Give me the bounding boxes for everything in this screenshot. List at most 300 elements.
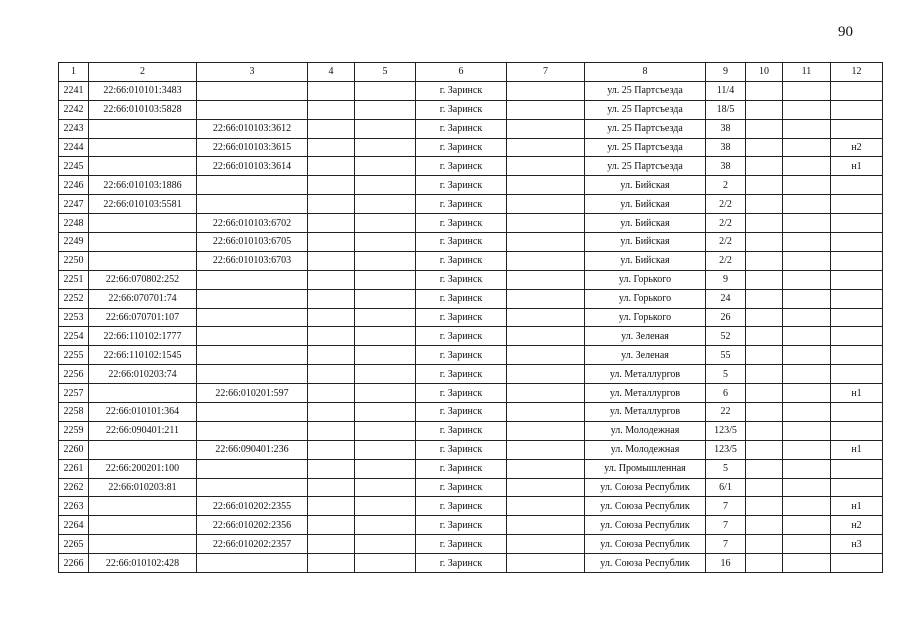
table-cell-col5 <box>355 138 416 157</box>
table-cell-col7 <box>507 478 585 497</box>
table-cell-col5 <box>355 157 416 176</box>
table-cell-col10 <box>746 308 783 327</box>
table-cell-col8: ул. Зеленая <box>585 346 706 365</box>
table-cell-col12 <box>831 100 883 119</box>
table-cell-col10 <box>746 554 783 573</box>
table-cell-col11 <box>783 119 831 138</box>
table-cell-col10 <box>746 403 783 422</box>
table-cell-col5 <box>355 459 416 478</box>
table-row <box>59 554 883 573</box>
table-cell-col3: 22:66:010202:2355 <box>197 497 308 516</box>
table-cell-col12: н1 <box>831 384 883 403</box>
table-cell-col11 <box>783 214 831 233</box>
table-cell-col12 <box>831 270 883 289</box>
table-cell-col4 <box>308 365 355 384</box>
table-cell-col11 <box>783 516 831 535</box>
table-cell-col3 <box>197 176 308 195</box>
table-cell-col5 <box>355 365 416 384</box>
table-cell-col9: 9 <box>706 270 746 289</box>
table-cell-col3 <box>197 195 308 214</box>
table-cell-col9: 6 <box>706 384 746 403</box>
table-cell-col6: г. Заринск <box>416 214 507 233</box>
table-cell-col11 <box>783 289 831 308</box>
table-cell-col10 <box>746 119 783 138</box>
table-cell-col9: 38 <box>706 138 746 157</box>
table-row <box>59 233 883 252</box>
table-cell-col11 <box>783 554 831 573</box>
table-cell-col11 <box>783 459 831 478</box>
table-cell-col3 <box>197 554 308 573</box>
table-cell-col11 <box>783 327 831 346</box>
table-cell-col10 <box>746 384 783 403</box>
table-cell-col5 <box>355 214 416 233</box>
table-cell-col12 <box>831 365 883 384</box>
table-cell-col3 <box>197 270 308 289</box>
table-cell-col6: г. Заринск <box>416 289 507 308</box>
table-cell-col2 <box>89 233 197 252</box>
table-cell-col5 <box>355 327 416 346</box>
column-header-3: 3 <box>197 63 308 82</box>
table-cell-col5 <box>355 497 416 516</box>
table-cell-col8: ул. 25 Партсъезда <box>585 81 706 100</box>
table-cell-col6: г. Заринск <box>416 516 507 535</box>
table-cell-col3: 22:66:010103:6702 <box>197 214 308 233</box>
table-cell-col4 <box>308 478 355 497</box>
table-row <box>59 119 883 138</box>
table-row <box>59 478 883 497</box>
table-cell-col7 <box>507 459 585 478</box>
table-row <box>59 440 883 459</box>
table-cell-col6: г. Заринск <box>416 157 507 176</box>
table-cell-col9: 123/5 <box>706 440 746 459</box>
table-cell-col11 <box>783 497 831 516</box>
table-cell-col1: 2254 <box>59 327 89 346</box>
table-cell-col8: ул. Союза Республик <box>585 535 706 554</box>
table-cell-col9: 2/2 <box>706 233 746 252</box>
table-row <box>59 308 883 327</box>
table-cell-col3 <box>197 100 308 119</box>
table-cell-col4 <box>308 384 355 403</box>
table-cell-col9: 16 <box>706 554 746 573</box>
table-cell-col2 <box>89 497 197 516</box>
table-cell-col7 <box>507 346 585 365</box>
table-cell-col2: 22:66:110102:1777 <box>89 327 197 346</box>
table-cell-col8: ул. Бийская <box>585 233 706 252</box>
column-header-10: 10 <box>746 63 783 82</box>
table-cell-col2: 22:66:010103:1886 <box>89 176 197 195</box>
table-cell-col7 <box>507 384 585 403</box>
table-cell-col4 <box>308 440 355 459</box>
table-cell-col8: ул. Бийская <box>585 214 706 233</box>
table-cell-col1: 2252 <box>59 289 89 308</box>
table-cell-col7 <box>507 251 585 270</box>
table-cell-col1: 2257 <box>59 384 89 403</box>
table-row <box>59 459 883 478</box>
table-row <box>59 251 883 270</box>
table-cell-col12 <box>831 251 883 270</box>
table-cell-col7 <box>507 100 585 119</box>
table-cell-col1: 2242 <box>59 100 89 119</box>
table-cell-col2: 22:66:070701:74 <box>89 289 197 308</box>
table-cell-col3 <box>197 459 308 478</box>
table-cell-col4 <box>308 516 355 535</box>
table-cell-col12: н3 <box>831 535 883 554</box>
table-cell-col12: н1 <box>831 157 883 176</box>
table-cell-col12 <box>831 214 883 233</box>
table-cell-col1: 2264 <box>59 516 89 535</box>
page-number: 90 <box>838 24 853 40</box>
table-cell-col6: г. Заринск <box>416 403 507 422</box>
table-cell-col11 <box>783 138 831 157</box>
table-cell-col9: 22 <box>706 403 746 422</box>
table-cell-col6: г. Заринск <box>416 459 507 478</box>
table-row <box>59 535 883 554</box>
table-cell-col12: н2 <box>831 516 883 535</box>
table-cell-col2: 22:66:010203:81 <box>89 478 197 497</box>
table-cell-col8: ул. Союза Республик <box>585 497 706 516</box>
table-cell-col7 <box>507 176 585 195</box>
table-row <box>59 195 883 214</box>
table-cell-col7 <box>507 119 585 138</box>
column-header-4: 4 <box>308 63 355 82</box>
table-cell-col8: ул. Горького <box>585 289 706 308</box>
table-cell-col9: 55 <box>706 346 746 365</box>
table-cell-col4 <box>308 270 355 289</box>
table-cell-col1: 2260 <box>59 440 89 459</box>
table-cell-col9: 5 <box>706 459 746 478</box>
table-cell-col10 <box>746 81 783 100</box>
column-header-7: 7 <box>507 63 585 82</box>
table-cell-col1: 2266 <box>59 554 89 573</box>
table-cell-col2 <box>89 138 197 157</box>
table-cell-col7 <box>507 138 585 157</box>
table-cell-col12 <box>831 403 883 422</box>
table-cell-col3 <box>197 327 308 346</box>
table-cell-col8: ул. Горького <box>585 308 706 327</box>
table-cell-col2 <box>89 214 197 233</box>
table-cell-col3 <box>197 421 308 440</box>
table-cell-col11 <box>783 100 831 119</box>
table-cell-col12 <box>831 554 883 573</box>
table-cell-col6: г. Заринск <box>416 251 507 270</box>
table-cell-col7 <box>507 214 585 233</box>
table-cell-col10 <box>746 214 783 233</box>
table-cell-col9: 11/4 <box>706 81 746 100</box>
table-cell-col3 <box>197 365 308 384</box>
table-cell-col10 <box>746 157 783 176</box>
table-cell-col9: 7 <box>706 516 746 535</box>
table-cell-col3 <box>197 289 308 308</box>
table-cell-col5 <box>355 346 416 365</box>
table-cell-col7 <box>507 365 585 384</box>
table-cell-col2: 22:66:010203:74 <box>89 365 197 384</box>
column-header-11: 11 <box>783 63 831 82</box>
table-cell-col1: 2258 <box>59 403 89 422</box>
table-cell-col5 <box>355 308 416 327</box>
table-cell-col7 <box>507 270 585 289</box>
table-cell-col7 <box>507 327 585 346</box>
table-cell-col11 <box>783 195 831 214</box>
table-cell-col5 <box>355 516 416 535</box>
table-cell-col8: ул. 25 Партсъезда <box>585 157 706 176</box>
table-row <box>59 327 883 346</box>
table-row <box>59 516 883 535</box>
table-cell-col7 <box>507 554 585 573</box>
table-cell-col7 <box>507 535 585 554</box>
table-cell-col7 <box>507 403 585 422</box>
table-cell-col12 <box>831 176 883 195</box>
table-cell-col10 <box>746 497 783 516</box>
table-cell-col10 <box>746 478 783 497</box>
table-cell-col11 <box>783 478 831 497</box>
table-cell-col6: г. Заринск <box>416 535 507 554</box>
table-cell-col5 <box>355 233 416 252</box>
table-cell-col12 <box>831 119 883 138</box>
table-cell-col5 <box>355 100 416 119</box>
table-cell-col11 <box>783 251 831 270</box>
table-cell-col5 <box>355 270 416 289</box>
table-cell-col7 <box>507 440 585 459</box>
table-cell-col8: ул. Союза Республик <box>585 554 706 573</box>
table-cell-col6: г. Заринск <box>416 478 507 497</box>
table-cell-col5 <box>355 535 416 554</box>
table-cell-col1: 2243 <box>59 119 89 138</box>
table-cell-col9: 38 <box>706 119 746 138</box>
table-cell-col12 <box>831 346 883 365</box>
table-cell-col3 <box>197 346 308 365</box>
table-cell-col2: 22:66:010103:5828 <box>89 100 197 119</box>
table-cell-col1: 2256 <box>59 365 89 384</box>
table-cell-col10 <box>746 289 783 308</box>
table-cell-col7 <box>507 233 585 252</box>
table-cell-col11 <box>783 157 831 176</box>
table-cell-col4 <box>308 327 355 346</box>
table-cell-col10 <box>746 100 783 119</box>
table-cell-col5 <box>355 421 416 440</box>
table-cell-col9: 24 <box>706 289 746 308</box>
table-cell-col12 <box>831 327 883 346</box>
table-cell-col6: г. Заринск <box>416 497 507 516</box>
table-cell-col7 <box>507 289 585 308</box>
table-cell-col1: 2255 <box>59 346 89 365</box>
table-cell-col8: ул. Молодежная <box>585 440 706 459</box>
table-cell-col3: 22:66:010103:3615 <box>197 138 308 157</box>
table-row <box>59 100 883 119</box>
table-cell-col4 <box>308 251 355 270</box>
table-cell-col5 <box>355 384 416 403</box>
table-row <box>59 176 883 195</box>
table-cell-col1: 2249 <box>59 233 89 252</box>
table-cell-col5 <box>355 195 416 214</box>
table-cell-col9: 18/5 <box>706 100 746 119</box>
table-cell-col8: ул. Зеленая <box>585 327 706 346</box>
table-cell-col4 <box>308 535 355 554</box>
table-cell-col5 <box>355 440 416 459</box>
table-cell-col9: 7 <box>706 535 746 554</box>
table-cell-col3 <box>197 308 308 327</box>
table-row <box>59 289 883 308</box>
table-cell-col9: 6/1 <box>706 478 746 497</box>
table-cell-col2 <box>89 516 197 535</box>
column-header-12: 12 <box>831 63 883 82</box>
table-cell-col7 <box>507 81 585 100</box>
table-cell-col3: 22:66:010103:6705 <box>197 233 308 252</box>
table-cell-col11 <box>783 535 831 554</box>
table-cell-col6: г. Заринск <box>416 233 507 252</box>
table-cell-col7 <box>507 516 585 535</box>
table-cell-col6: г. Заринск <box>416 327 507 346</box>
table-cell-col11 <box>783 440 831 459</box>
table-cell-col6: г. Заринск <box>416 270 507 289</box>
table-cell-col10 <box>746 270 783 289</box>
table-cell-col11 <box>783 176 831 195</box>
table-cell-col9: 5 <box>706 365 746 384</box>
table-row <box>59 81 883 100</box>
table-cell-col7 <box>507 421 585 440</box>
table-cell-col2 <box>89 535 197 554</box>
table-cell-col12 <box>831 289 883 308</box>
table-cell-col10 <box>746 421 783 440</box>
table-cell-col4 <box>308 176 355 195</box>
table-cell-col2: 22:66:010102:428 <box>89 554 197 573</box>
table-cell-col6: г. Заринск <box>416 440 507 459</box>
table-cell-col2: 22:66:010101:364 <box>89 403 197 422</box>
table-cell-col4 <box>308 497 355 516</box>
table-cell-col1: 2265 <box>59 535 89 554</box>
table-cell-col6: г. Заринск <box>416 384 507 403</box>
table-cell-col10 <box>746 327 783 346</box>
table-cell-col6: г. Заринск <box>416 365 507 384</box>
table-cell-col11 <box>783 270 831 289</box>
table-cell-col1: 2263 <box>59 497 89 516</box>
table-cell-col10 <box>746 233 783 252</box>
table-cell-col8: ул. Металлургов <box>585 384 706 403</box>
table-cell-col11 <box>783 233 831 252</box>
table-cell-col10 <box>746 516 783 535</box>
table-cell-col1: 2248 <box>59 214 89 233</box>
table-row <box>59 157 883 176</box>
table-cell-col4 <box>308 119 355 138</box>
table-cell-col1: 2241 <box>59 81 89 100</box>
table-cell-col4 <box>308 459 355 478</box>
table-cell-col8: ул. Союза Республик <box>585 478 706 497</box>
table-row <box>59 421 883 440</box>
column-header-8: 8 <box>585 63 706 82</box>
table-cell-col11 <box>783 81 831 100</box>
table-cell-col2 <box>89 440 197 459</box>
table-cell-col1: 2251 <box>59 270 89 289</box>
table-cell-col10 <box>746 251 783 270</box>
table-cell-col4 <box>308 157 355 176</box>
table-cell-col2: 22:66:070802:252 <box>89 270 197 289</box>
table-body <box>59 81 883 572</box>
table-cell-col2: 22:66:010103:5581 <box>89 195 197 214</box>
table-cell-col4 <box>308 308 355 327</box>
table-cell-col8: ул. Союза Республик <box>585 516 706 535</box>
table-cell-col10 <box>746 440 783 459</box>
table-cell-col4 <box>308 554 355 573</box>
table-cell-col4 <box>308 233 355 252</box>
table-cell-col8: ул. Бийская <box>585 176 706 195</box>
table-cell-col2: 22:66:200201:100 <box>89 459 197 478</box>
table-cell-col3: 22:66:010201:597 <box>197 384 308 403</box>
table-cell-col8: ул. 25 Партсъезда <box>585 100 706 119</box>
table-cell-col6: г. Заринск <box>416 81 507 100</box>
table-cell-col4 <box>308 81 355 100</box>
table-cell-col11 <box>783 346 831 365</box>
table-cell-col3: 22:66:010103:6703 <box>197 251 308 270</box>
table-cell-col9: 38 <box>706 157 746 176</box>
table-cell-col2 <box>89 384 197 403</box>
table-cell-col2: 22:66:110102:1545 <box>89 346 197 365</box>
column-header-1: 1 <box>59 63 89 82</box>
table-cell-col4 <box>308 214 355 233</box>
table-cell-col8: ул. Бийская <box>585 195 706 214</box>
table-cell-col1: 2250 <box>59 251 89 270</box>
table-cell-col1: 2247 <box>59 195 89 214</box>
table-cell-col10 <box>746 176 783 195</box>
table-cell-col6: г. Заринск <box>416 346 507 365</box>
table-cell-col12: н1 <box>831 440 883 459</box>
table-cell-col12: н1 <box>831 497 883 516</box>
table-cell-col4 <box>308 195 355 214</box>
table-cell-col3 <box>197 403 308 422</box>
table-cell-col9: 123/5 <box>706 421 746 440</box>
table-cell-col6: г. Заринск <box>416 176 507 195</box>
table-cell-col3 <box>197 478 308 497</box>
table-cell-col3: 22:66:010103:3614 <box>197 157 308 176</box>
table-cell-col5 <box>355 119 416 138</box>
column-header-9: 9 <box>706 63 746 82</box>
table-cell-col11 <box>783 384 831 403</box>
table-cell-col8: ул. 25 Партсъезда <box>585 138 706 157</box>
table-cell-col11 <box>783 308 831 327</box>
table-cell-col4 <box>308 138 355 157</box>
table-cell-col5 <box>355 554 416 573</box>
table-cell-col8: ул. 25 Партсъезда <box>585 119 706 138</box>
table-cell-col4 <box>308 289 355 308</box>
registry-table <box>58 62 883 573</box>
table-row <box>59 403 883 422</box>
table-row <box>59 214 883 233</box>
table-cell-col1: 2245 <box>59 157 89 176</box>
table-cell-col8: ул. Горького <box>585 270 706 289</box>
table-cell-col7 <box>507 497 585 516</box>
table-cell-col8: ул. Металлургов <box>585 403 706 422</box>
table-cell-col1: 2244 <box>59 138 89 157</box>
table-cell-col8: ул. Молодежная <box>585 421 706 440</box>
table-cell-col3: 22:66:010202:2357 <box>197 535 308 554</box>
table-cell-col3: 22:66:010202:2356 <box>197 516 308 535</box>
table-cell-col7 <box>507 157 585 176</box>
table-cell-col2 <box>89 251 197 270</box>
table-cell-col6: г. Заринск <box>416 554 507 573</box>
table-cell-col12 <box>831 478 883 497</box>
table-cell-col2 <box>89 119 197 138</box>
table-cell-col8: ул. Бийская <box>585 251 706 270</box>
column-header-5: 5 <box>355 63 416 82</box>
table-cell-col4 <box>308 421 355 440</box>
table-cell-col9: 2/2 <box>706 251 746 270</box>
table-cell-col3 <box>197 81 308 100</box>
table-cell-col5 <box>355 251 416 270</box>
table-cell-col9: 2/2 <box>706 214 746 233</box>
table-cell-col9: 7 <box>706 497 746 516</box>
table-cell-col11 <box>783 421 831 440</box>
table-cell-col12 <box>831 233 883 252</box>
table-row <box>59 384 883 403</box>
table-cell-col5 <box>355 176 416 195</box>
